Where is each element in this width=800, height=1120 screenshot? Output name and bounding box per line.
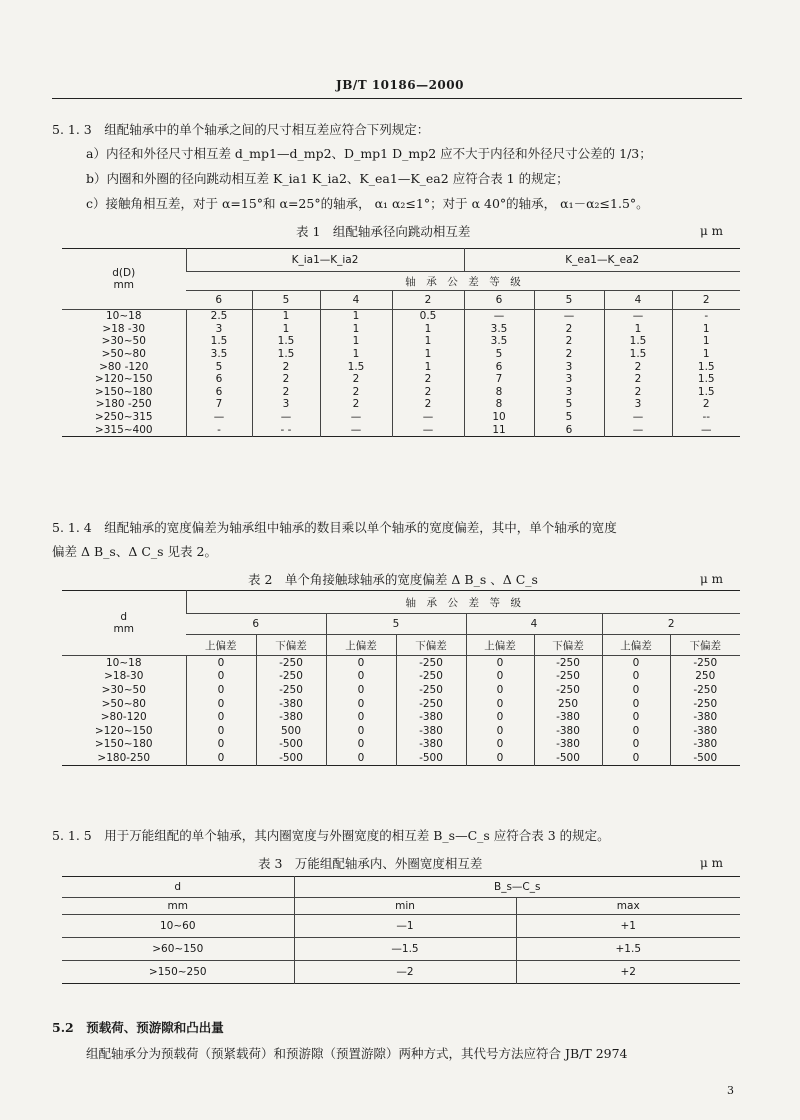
table1-grade: 2 (392, 291, 464, 310)
table3-d-header: d (62, 877, 294, 898)
value-cell: 0 (186, 656, 256, 670)
row-label-cell: >150~180 (94, 385, 153, 398)
value-cell: 3 (186, 323, 252, 336)
table2 (62, 590, 740, 766)
table2-dev-header: 下偏差 (534, 635, 602, 656)
value-cell: 1 (320, 323, 392, 336)
value-cell: 1 (252, 310, 320, 323)
table1-grade-label: 轴 承 公 差 等 级 (186, 272, 740, 291)
row-label-cell: >50~80 (101, 348, 146, 361)
table3-cell: 10~60 (62, 915, 294, 938)
value-cell: 0 (466, 683, 534, 697)
value-cell: 1 (604, 323, 672, 336)
table-row (62, 411, 740, 424)
value-cell: -500 (670, 751, 740, 765)
value-cell: 6 (464, 360, 534, 373)
table1-unit: μ m (700, 224, 723, 238)
value-cell: 1 (672, 335, 740, 348)
table-row (62, 938, 740, 961)
value-cell: 3 (534, 386, 604, 399)
table3-caption: 表 3 万能组配轴承内、外圈宽度相互差 (258, 856, 483, 871)
value-cell: 1.5 (252, 335, 320, 348)
value-cell: 1.5 (672, 360, 740, 373)
value-cell: 1.5 (604, 335, 672, 348)
value-cell: 5 (534, 411, 604, 424)
value-cell: 0 (466, 656, 534, 670)
value-cell: 2 (320, 386, 392, 399)
value-cell: — (252, 411, 320, 424)
value-cell: 0 (602, 697, 670, 711)
value-cell: 0 (186, 751, 256, 765)
value-cell: 0 (326, 724, 396, 738)
row-label-cell: >120~150 (94, 724, 153, 737)
value-cell: 11 (464, 423, 534, 436)
table3-cell: +1 (516, 915, 740, 938)
table2-grade: 2 (602, 614, 740, 635)
value-cell: -250 (256, 683, 326, 697)
value-cell: -250 (534, 670, 602, 684)
value-cell: 5 (464, 348, 534, 361)
section-5-1-3-item-b: b）内圈和外圈的径向跳动相互差 K_ia1 K_ia2、K_ea1—K_ea2 应符合表 1 的规定； (86, 171, 569, 186)
table1-grade: 5 (534, 291, 604, 310)
value-cell: 3 (252, 398, 320, 411)
row-label-cell: >18 -30 (102, 322, 146, 335)
value-cell: -380 (670, 738, 740, 752)
value-cell: -250 (396, 670, 466, 684)
table-row (62, 386, 740, 399)
table2-dev-header: 上偏差 (186, 635, 256, 656)
table2-grade-label: 轴 承 公 差 等 级 (186, 591, 740, 614)
row-label-cell: >80-120 (100, 711, 147, 724)
value-cell: — (534, 310, 604, 323)
value-cell: 1.5 (252, 348, 320, 361)
table-row (62, 348, 740, 361)
row-label-cell: >30~50 (101, 683, 146, 696)
value-cell: — (604, 310, 672, 323)
value-cell: -500 (396, 751, 466, 765)
value-cell: -250 (534, 683, 602, 697)
value-cell: 2 (320, 373, 392, 386)
value-cell: 8 (464, 386, 534, 399)
value-cell: — (320, 423, 392, 436)
value-cell: 1.5 (604, 348, 672, 361)
value-cell: 1.5 (320, 360, 392, 373)
value-cell: 0 (326, 710, 396, 724)
value-cell: 0 (326, 656, 396, 670)
value-cell: - (186, 423, 252, 436)
table2-dev-header: 下偏差 (256, 635, 326, 656)
header-rule (52, 98, 742, 99)
value-cell: -250 (534, 656, 602, 670)
value-cell: 1 (320, 310, 392, 323)
table3-cell: >150~250 (148, 966, 207, 978)
table1-caption: 表 1 组配轴承径向跳动相互差 (296, 224, 471, 239)
value-cell: — (186, 411, 252, 424)
row-label-cell: >120~150 (94, 373, 153, 386)
table-row (62, 335, 740, 348)
value-cell: 1 (320, 335, 392, 348)
row-label-cell: >150~180 (94, 738, 153, 751)
section-5-1-3-item-a: a）内径和外径尺寸相互差 d_mp1—d_mp2、D_mp1 D_mp2 应不大于内径和外径尺寸公差的 1/3； (86, 146, 652, 161)
table-row (62, 751, 740, 765)
table1-group2-header: K_ea1—K_ea2 (464, 249, 740, 272)
value-cell: 0 (466, 670, 534, 684)
value-cell: — (392, 411, 464, 424)
value-cell: -380 (534, 710, 602, 724)
value-cell: — (672, 423, 740, 436)
table-row (62, 915, 740, 938)
value-cell: 0 (186, 670, 256, 684)
value-cell: -250 (256, 656, 326, 670)
value-cell: -250 (670, 683, 740, 697)
table1-group1-header: K_ia1—K_ia2 (186, 249, 464, 272)
table3-cell: >60~150 (62, 938, 294, 961)
row-label-cell: 10~18 (105, 656, 142, 669)
table1-grade: 4 (604, 291, 672, 310)
value-cell: 0 (186, 724, 256, 738)
value-cell: 0 (186, 697, 256, 711)
value-cell: -250 (396, 697, 466, 711)
value-cell: 2 (392, 373, 464, 386)
row-label-cell: >50~80 (101, 697, 146, 710)
table-row (62, 710, 740, 724)
table3 (62, 876, 740, 984)
value-cell: -500 (256, 751, 326, 765)
value-cell: — (464, 310, 534, 323)
value-cell: -380 (256, 697, 326, 711)
value-cell: 250 (670, 670, 740, 684)
value-cell: 500 (256, 724, 326, 738)
table-row (62, 738, 740, 752)
value-cell: 2 (604, 373, 672, 386)
value-cell: - - (252, 423, 320, 436)
value-cell: 2 (320, 398, 392, 411)
value-cell: 0 (602, 710, 670, 724)
value-cell: 0 (602, 670, 670, 684)
value-cell: 3 (604, 398, 672, 411)
table3-cell: —1.5 (294, 938, 516, 961)
value-cell: 2 (534, 348, 604, 361)
value-cell: 3 (534, 360, 604, 373)
table-row (62, 423, 740, 436)
value-cell: 2 (252, 360, 320, 373)
value-cell: 3.5 (186, 348, 252, 361)
value-cell: 2 (252, 386, 320, 399)
value-cell: 0.5 (392, 310, 464, 323)
value-cell: 2 (672, 398, 740, 411)
table1-grade: 5 (252, 291, 320, 310)
value-cell: — (320, 411, 392, 424)
value-cell: 0 (326, 683, 396, 697)
table3-max-header: max (516, 898, 740, 915)
section-5-1-4-line1: 5. 1. 4 组配轴承的宽度偏差为轴承组中轴承的数目乘以单个轴承的宽度偏差，其中，单个轴承的宽度 (52, 520, 617, 535)
value-cell: 6 (186, 373, 252, 386)
value-cell: 2 (604, 360, 672, 373)
value-cell: -- (672, 411, 740, 424)
value-cell: 1 (392, 335, 464, 348)
value-cell: 8 (464, 398, 534, 411)
table3-group-header: B_s—C_s (294, 877, 740, 898)
value-cell: 5 (186, 360, 252, 373)
row-label-cell: >180-250 (97, 751, 151, 764)
value-cell: 0 (326, 751, 396, 765)
value-cell: 0 (466, 724, 534, 738)
value-cell: -250 (396, 656, 466, 670)
value-cell: -250 (256, 670, 326, 684)
value-cell: -380 (534, 738, 602, 752)
table3-cell: —2 (294, 961, 516, 984)
value-cell: 0 (466, 710, 534, 724)
value-cell: -380 (396, 710, 466, 724)
table1-grade: 2 (672, 291, 740, 310)
table2-dev-header: 下偏差 (670, 635, 740, 656)
row-label-cell: 10~18 (105, 310, 142, 323)
table2-grade: 4 (466, 614, 602, 635)
table2-dev-header: 上偏差 (466, 635, 534, 656)
value-cell: 0 (186, 710, 256, 724)
section-5-1-3-item-c: c）接触角相互差，对于 α=15°和 α=25°的轴承， α₁ α₂≤1°；对于 α 40°的轴承， α₁－α₂≤1.5°。 (86, 196, 649, 211)
value-cell: — (604, 411, 672, 424)
value-cell: 1 (320, 348, 392, 361)
value-cell: 1 (392, 360, 464, 373)
section-5-1-3-intro: 5. 1. 3 组配轴承中的单个轴承之间的尺寸相互差应符合下列规定： (52, 122, 430, 137)
value-cell: -500 (534, 751, 602, 765)
value-cell: 250 (534, 697, 602, 711)
table1-grade: 4 (320, 291, 392, 310)
value-cell: 10 (464, 411, 534, 424)
table2-unit: μ m (700, 572, 723, 586)
table3-mm-header: mm (62, 898, 294, 915)
value-cell: 0 (602, 724, 670, 738)
value-cell: -250 (670, 656, 740, 670)
table-row (62, 697, 740, 711)
table2-grade: 5 (326, 614, 466, 635)
table1-grade: 6 (186, 291, 252, 310)
value-cell: 0 (602, 738, 670, 752)
value-cell: 1 (392, 348, 464, 361)
value-cell: 0 (186, 683, 256, 697)
value-cell: 0 (326, 738, 396, 752)
table3-min-header: min (294, 898, 516, 915)
page-number: 3 (727, 1084, 734, 1097)
value-cell: 1.5 (672, 386, 740, 399)
value-cell: — (604, 423, 672, 436)
table-row (62, 724, 740, 738)
value-cell: 5 (534, 398, 604, 411)
value-cell: 0 (466, 738, 534, 752)
row-label-cell: >250~315 (94, 411, 153, 424)
value-cell: 2 (252, 373, 320, 386)
value-cell: -500 (256, 738, 326, 752)
table3-cell: —1 (294, 915, 516, 938)
value-cell: 0 (326, 670, 396, 684)
value-cell: 2.5 (186, 310, 252, 323)
value-cell: 3.5 (464, 335, 534, 348)
value-cell: 6 (186, 386, 252, 399)
table1-d-header: d(D) mm (62, 249, 186, 310)
table-row (62, 961, 740, 984)
table1 (62, 248, 740, 437)
table1-grade: 6 (464, 291, 534, 310)
table2-caption: 表 2 单个角接触球轴承的宽度偏差 Δ B_s 、Δ C_s (248, 572, 538, 587)
value-cell: 0 (602, 683, 670, 697)
table-row (62, 656, 740, 670)
value-cell: 1 (672, 348, 740, 361)
table2-body (62, 656, 740, 766)
value-cell: 2 (604, 386, 672, 399)
value-cell: 1 (252, 323, 320, 336)
table2-dev-header: 上偏差 (602, 635, 670, 656)
value-cell: 0 (186, 738, 256, 752)
row-label-cell: >80 -120 (99, 360, 149, 373)
value-cell: — (392, 423, 464, 436)
value-cell: 2 (392, 386, 464, 399)
table-row (62, 310, 740, 323)
value-cell: 0 (602, 656, 670, 670)
value-cell: 0 (466, 751, 534, 765)
table-row (62, 398, 740, 411)
standard-header: JB/T 10186—2000 (336, 78, 464, 92)
table1-body (62, 310, 740, 437)
value-cell: 7 (464, 373, 534, 386)
table3-unit: μ m (700, 856, 723, 870)
table2-dev-header: 上偏差 (326, 635, 396, 656)
table3-cell: +2 (516, 961, 740, 984)
value-cell: -380 (256, 710, 326, 724)
value-cell: 0 (466, 697, 534, 711)
value-cell: 2 (534, 335, 604, 348)
value-cell: 1 (672, 323, 740, 336)
value-cell: -380 (534, 724, 602, 738)
value-cell: 2 (534, 323, 604, 336)
value-cell: -380 (670, 724, 740, 738)
value-cell: - (672, 310, 740, 323)
value-cell: 6 (534, 423, 604, 436)
value-cell: 0 (326, 697, 396, 711)
row-label-cell: >315~400 (94, 423, 153, 436)
table2-d-header: d mm (62, 591, 186, 656)
table2-grade: 6 (186, 614, 326, 635)
value-cell: 2 (392, 398, 464, 411)
value-cell: -250 (670, 697, 740, 711)
value-cell: 3.5 (464, 323, 534, 336)
value-cell: 3 (534, 373, 604, 386)
value-cell: -250 (396, 683, 466, 697)
row-label-cell: >18-30 (104, 670, 144, 683)
table-row (62, 360, 740, 373)
section-5-1-5-line1: 5. 1. 5 用于万能组配的单个轴承，其内圈宽度与外圈宽度的相互差 B_s—C_s 应符合表 3 的规定。 (52, 828, 610, 843)
value-cell: 1.5 (672, 373, 740, 386)
section-5-1-4-line2: 偏差 Δ B_s、Δ C_s 见表 2。 (52, 544, 217, 559)
table3-cell: +1.5 (516, 938, 740, 961)
section-5-2-line1: 组配轴承分为预载荷（预紧载荷）和预游隙（预置游隙）两种方式，其代号方法应符合 JB/T 2974 (86, 1046, 628, 1061)
table-row (62, 373, 740, 386)
value-cell: 1 (392, 323, 464, 336)
value-cell: -380 (670, 710, 740, 724)
row-label-cell: >30~50 (101, 335, 146, 348)
value-cell: -380 (396, 724, 466, 738)
row-label-cell: >180 -250 (95, 398, 152, 411)
value-cell: 0 (602, 751, 670, 765)
value-cell: 7 (186, 398, 252, 411)
table-row (62, 670, 740, 684)
value-cell: 1.5 (186, 335, 252, 348)
section-5-2-title: 5.2 预载荷、预游隙和凸出量 (52, 1020, 224, 1035)
table-row (62, 683, 740, 697)
table2-dev-header: 下偏差 (396, 635, 466, 656)
value-cell: -380 (396, 738, 466, 752)
table-row (62, 323, 740, 336)
